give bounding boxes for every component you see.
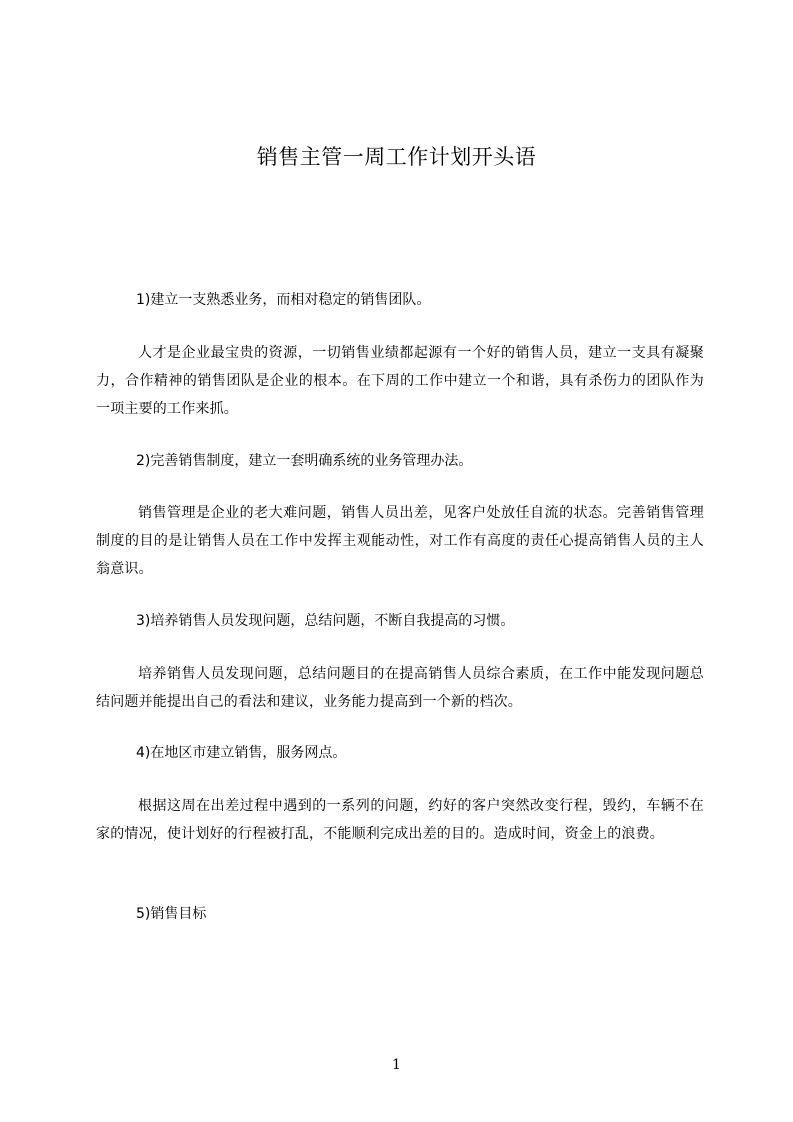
section-1-heading: 1)建立一支熟悉业务，而相对稳定的销售团队。 [136, 292, 431, 308]
section-5-heading: 5)销售目标 [136, 906, 207, 922]
section-3-paragraph: 培养销售人员发现问题，总结问题目的在提高销售人员综合素质，在工作中能发现问题总结问题并能提出自己的看法和建议，业务能力提高到一个新的档次。 [96, 666, 704, 710]
section-2-heading: 2)完善销售制度，建立一套明确系统的业务管理办法。 [136, 453, 473, 469]
section-3-heading: 3)培养销售人员发现问题，总结问题，不断自我提高的习惯。 [136, 613, 515, 629]
document-title: 销售主管一周工作计划开头语 [256, 145, 537, 169]
section-4-heading: 4)在地区市建立销售，服务网点。 [136, 745, 347, 761]
section-2-paragraph: 销售管理是企业的老大难问题，销售人员出差，见客户处放任自流的状态。完善销售管理制度的目的是让销售人员在工作中发挥主观能动性，对工作有高度的责任心提高销售人员的主人翁意识。 [96, 505, 704, 577]
section-4-paragraph: 根据这周在出差过程中遇到的一系列的问题，约好的客户突然改变行程，毁约，车辆不在家的情况，使计划好的行程被打乱，不能顺利完成出差的目的。造成时间，资金上的浪费。 [96, 798, 704, 842]
page-number: 1 [392, 1057, 401, 1073]
section-1-paragraph: 人才是企业最宝贵的资源，一切销售业绩都起源有一个好的销售人员，建立一支具有凝聚力，合作精神的销售团队是企业的根本。在下周的工作中建立一个和谐，具有杀伤力的团队作为一项主要的工作来抓。 [96, 345, 704, 417]
